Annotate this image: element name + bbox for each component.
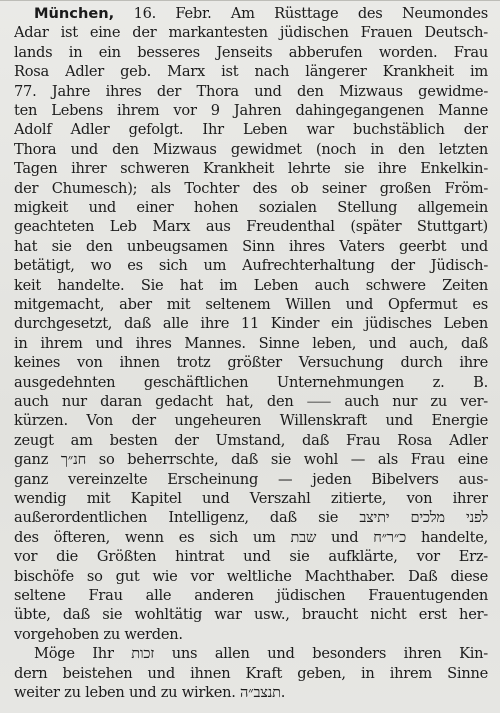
article-line-24: ganz חנ״ך so beherrschte, daß sie wohl — als Frau eine <box>14 451 488 469</box>
article-line-18: in ihrem und ihres Mannes. Sinne leben, und auch, daß <box>14 334 488 352</box>
article-line-29: vor die Größten hintrat und sie aufklärte, vor Erz- <box>14 548 488 566</box>
article-line-26: wendig mit Kapitel und Verszahl zitierte, von ihrer <box>14 490 488 507</box>
article-line-35: dern beistehen und ihnen Kraft geben, in ihrem Sinne <box>14 664 488 682</box>
article-line-27: außerordentlichen Intelligenz, daß sie לפני מלכים יתיצב <box>14 509 488 527</box>
article-line-8: Thora und den Mizwaus gewidmet (noch in den letzten <box>14 140 488 158</box>
dateline-place: München, <box>34 5 115 22</box>
article-line-13: hat sie den unbeugsamen Sinn ihres Vaters geerbt und <box>14 237 488 255</box>
article-line-23: zeugt am besten der Umstand, daß Frau Rosa Adler <box>14 431 488 449</box>
article-line-34: Möge Ihr זכות uns allen und besonders ihren Kin- <box>34 645 488 663</box>
article-line-15: keit handelte. Sie hat im Leben auch schwere Zeiten <box>14 276 488 294</box>
article-line-12: geachteten Leb Marx aus Freudenthal (später Stuttgart) <box>14 218 488 236</box>
article-line-11: migkeit und einer hohen sozialen Stellung allgemein <box>14 199 488 216</box>
article-line-17: durchgesetzt, daß alle ihre 11 Kinder ein jüdisches Leben <box>14 315 488 333</box>
article-line-31: seltene Frau alle anderen jüdischen Frauentugenden <box>14 587 488 604</box>
article-line-36: weiter zu leben und zu wirken. תנצב״ה. <box>14 684 286 701</box>
article-line-14: betätigt, wo es sich um Aufrechterhaltung der Jüdisch- <box>14 257 488 275</box>
article-line-4: Rosa Adler geb. Marx ist nach längerer Krankheit im <box>14 63 488 81</box>
article-line-5: 77. Jahre ihres der Thora und den Mizwaus gewidme- <box>14 82 488 100</box>
article-line-9: Tagen ihrer schweren Krankheit lehrte sie ihre Enkelkin- <box>14 160 488 178</box>
article-line-2: Adar ist eine der markantesten jüdischen Frauen Deutsch- <box>14 24 488 42</box>
article-line-32: übte, daß sie wohltätig war usw., braucht nicht erst her- <box>14 606 488 624</box>
article-line-7: Adolf Adler gefolgt. Ihr Leben war buchstäblich der <box>14 121 488 139</box>
article-line-19: keines von ihnen trotz größter Versuchung durch ihre <box>14 354 488 372</box>
article-line-28: des öfteren, wenn es sich um שבת und כ״ר״ח handelte, <box>14 528 488 546</box>
article-line-21: auch nur daran gedacht hat, den ⸺ auch nur zu ver- <box>14 393 488 410</box>
article-line-10: der Chumesch); als Tochter des ob seiner großen Fröm- <box>14 179 488 197</box>
article-line-20: ausgedehnten geschäftlichen Unternehmungen z. B. <box>14 373 488 391</box>
article-line-3: lands in ein besseres Jenseits abberufen worden. Frau <box>14 43 488 61</box>
article-line-30: bischöfe so gut wie vor weltliche Machthaber. Daß diese <box>14 567 488 585</box>
article-line-33: vorgehoben zu werden. <box>14 625 183 643</box>
dateline-rest: 16. Febr. Am Rüsttage des Neumondes <box>114 5 488 22</box>
article-line-6: ten Lebens ihrem vor 9 Jahren dahingegangenen Manne <box>14 102 488 119</box>
article-line-22: kürzen. Von der ungeheuren Willenskraft und Energie <box>14 412 488 430</box>
article-line-16: mitgemacht, aber mit seltenem Willen und Opfermut es <box>14 296 488 313</box>
article-line-25: ganz vereinzelte Erscheinung — jeden Bibelvers aus- <box>14 470 488 488</box>
